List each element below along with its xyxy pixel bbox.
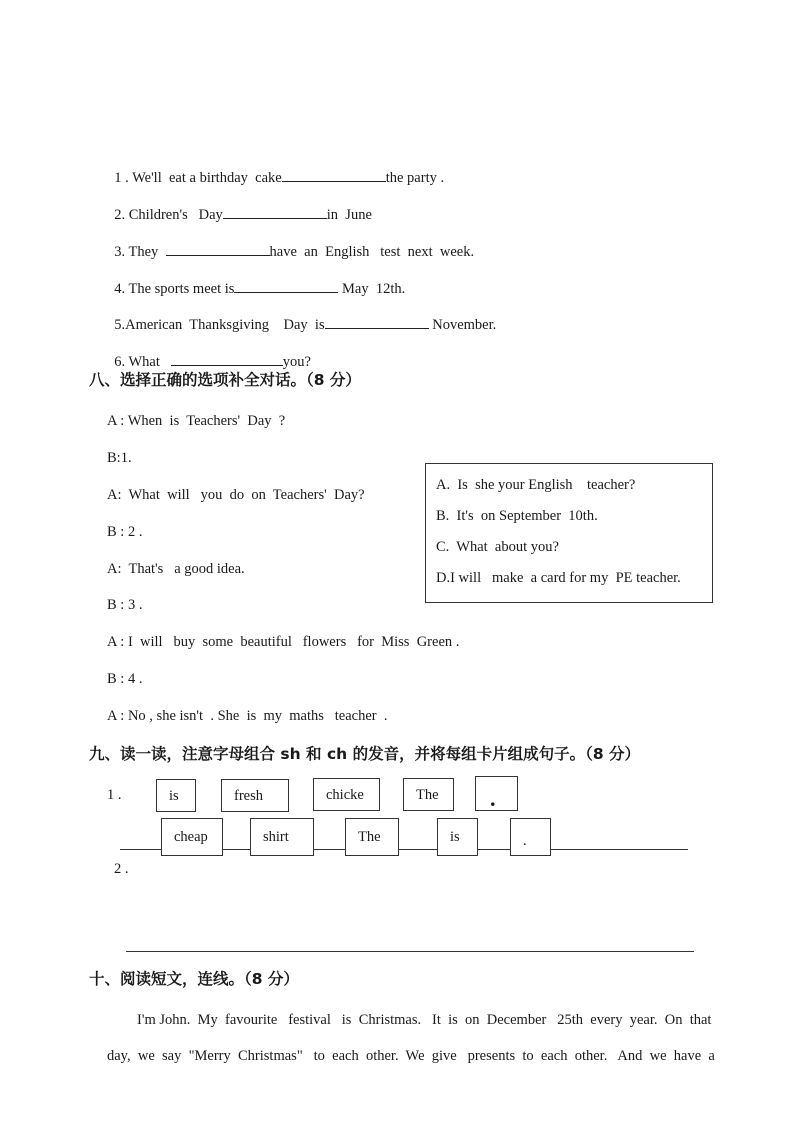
word-card[interactable]: cheap (161, 818, 223, 856)
fill-blank-text-after: the party . (385, 170, 445, 186)
fill-blank-line-1 (107, 150, 444, 187)
word-card[interactable]: is (156, 779, 196, 812)
dialogue-line: B : 2 . (107, 524, 143, 540)
dialogue-line: B : 4 . (107, 671, 143, 687)
section-10-heading: 十、阅读短文，连线。（8 分） (89, 970, 299, 988)
dialogue-line: A : No , she isn't . She is my maths teacher . (107, 708, 388, 724)
fill-blank-text-before: 5.American Thanksgiving Day is (114, 317, 325, 333)
reading-paragraph-line: I'm John. My favourite festival is Christmas. It is on December 25th every year. On that (137, 1012, 712, 1028)
answer-blank[interactable] (282, 168, 386, 182)
fill-blank-line-5 (107, 297, 496, 334)
word-card[interactable]: is (437, 818, 478, 856)
fill-blank-text-after: have an English test next week. (269, 244, 475, 260)
answer-blank[interactable] (171, 352, 283, 366)
period-card-text: . (490, 786, 496, 811)
fill-blank-text-after: May 12th. (338, 281, 406, 297)
word-card[interactable]: shirt (250, 818, 314, 856)
answer-blank[interactable] (234, 279, 338, 293)
item-label-1: 1 . (107, 787, 122, 803)
option-a: A. Is she your English teacher? (436, 477, 636, 493)
word-card[interactable]: chicke (313, 778, 380, 811)
fill-blank-text-after: you? (282, 354, 311, 370)
option-c: C. What about you? (436, 539, 559, 555)
answer-blank[interactable] (223, 205, 327, 219)
word-card[interactable] (475, 776, 518, 811)
fill-blank-line-4 (107, 261, 405, 298)
answer-blank[interactable] (325, 315, 429, 329)
fill-blank-line-3 (107, 224, 474, 261)
options-box (425, 463, 713, 603)
fill-blank-text-before: 2. Children's Day (114, 207, 223, 223)
answer-line-2[interactable] (126, 951, 694, 952)
answer-blank[interactable] (166, 242, 270, 256)
fill-blank-text-after: November. (428, 317, 497, 333)
dialogue-line: A : When is Teachers' Day ? (107, 413, 286, 429)
fill-blank-text-before: 4. The sports meet is (114, 281, 235, 297)
dialogue-line: A : I will buy some beautiful flowers for Miss Green . (107, 634, 460, 650)
item-label-2: 2 . (114, 861, 129, 877)
dialogue-line: B:1. (107, 450, 132, 466)
dialogue-line: B : 3 . (107, 597, 143, 613)
word-card[interactable]: The (403, 778, 454, 811)
section-9-heading: 九、读一读，注意字母组合 sh 和 ch 的发音，并将每组卡片组成句子。（8 分） (89, 745, 641, 763)
dialogue-line: A: That's a good idea. (107, 561, 245, 577)
fill-blank-text-after: in June (326, 207, 372, 223)
fill-blank-text-before: 6. What (114, 354, 171, 370)
word-card[interactable]: . (510, 818, 551, 856)
fill-blank-line-6 (107, 334, 311, 371)
option-d: D.I will make a card for my PE teacher. (436, 570, 681, 586)
fill-blank-line-2 (107, 187, 372, 224)
fill-blank-text-before: 3. They (114, 244, 166, 260)
word-card[interactable]: The (345, 818, 399, 856)
section-8-heading: 八、选择正确的选项补全对话。（8 分） (89, 371, 361, 389)
reading-paragraph-line: day, we say "Merry Christmas" to each other. We give presents to each other. And we have a (107, 1048, 715, 1064)
dialogue-line: A: What will you do on Teachers' Day? (107, 487, 365, 503)
option-b: B. It's on September 10th. (436, 508, 598, 524)
fill-blank-text-before: 1 . We'll eat a birthday cake (114, 170, 282, 186)
word-card[interactable]: fresh (221, 779, 289, 812)
